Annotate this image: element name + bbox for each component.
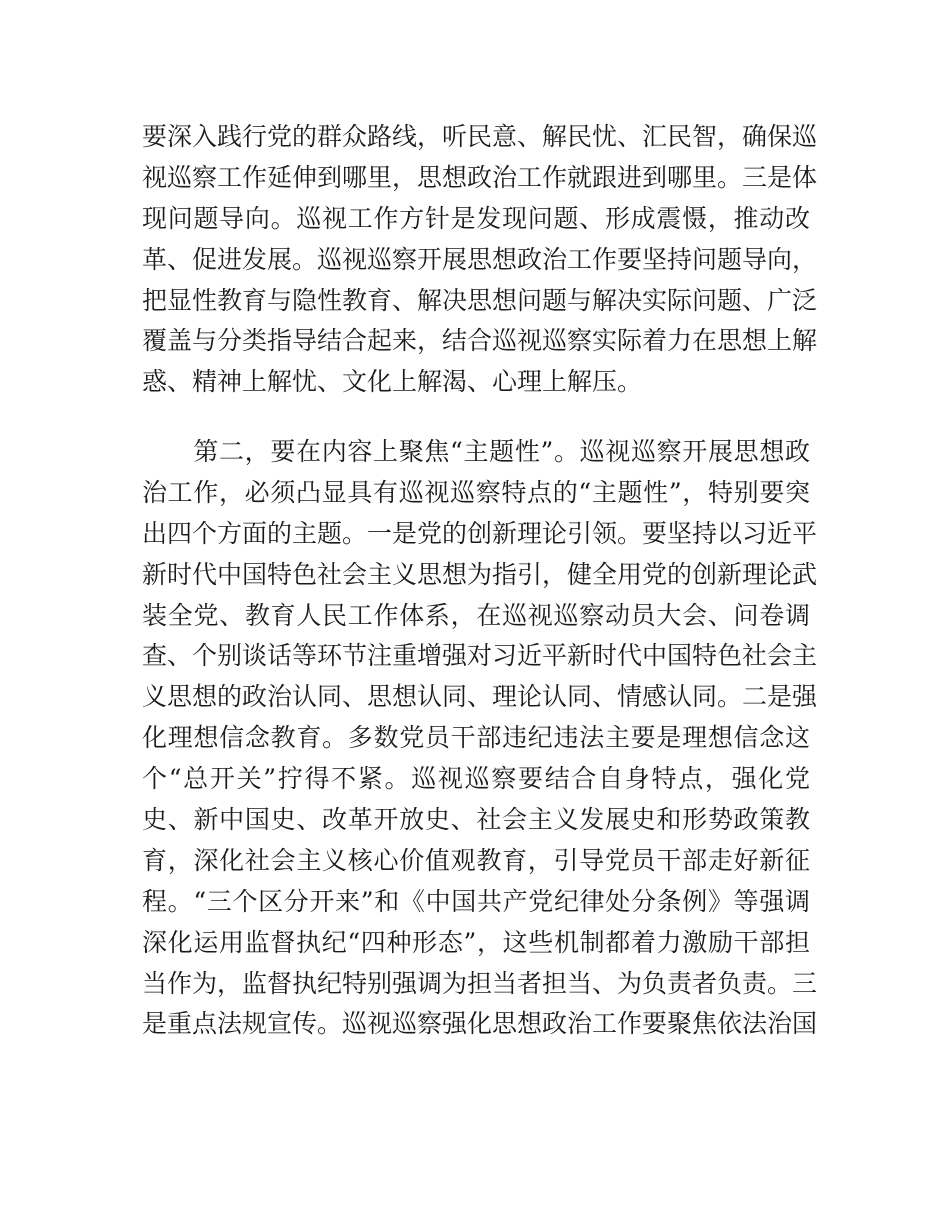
text-line: 程。“三个区分开来”和《中国共产党纪律处分条例》等强调 xyxy=(142,886,810,916)
text-line: 现问题导向。巡视工作方针是发现问题、形成震慑，推动改 xyxy=(142,203,810,233)
text-line: 深化运用监督执纪“四种形态”，这些机制都着力激励干部担 xyxy=(142,927,810,957)
text-line: 当作为，监督执纪特别强调为担当者担当、为负责者负责。三 xyxy=(142,968,818,998)
paragraph-1 xyxy=(142,117,818,403)
text-line: 装全党、教育人民工作体系，在巡视巡察动员大会、问卷调 xyxy=(142,600,810,630)
text-line: 惑、精神上解忧、文化上解渴、心理上解压。 xyxy=(142,367,643,397)
text-line: 出四个方面的主题。一是党的创新理论引领。要坚持以习近平 xyxy=(142,518,818,548)
text-line: 治工作，必须凸显具有巡视巡察特点的“主题性”，特别要突 xyxy=(142,477,810,507)
text-line: 义思想的政治认同、思想认同、理论认同、情感认同。二是强 xyxy=(142,682,818,712)
text-line: 是重点法规宣传。巡视巡察强化思想政治工作要聚焦依法治国 xyxy=(142,1009,818,1039)
paragraph-2 xyxy=(142,432,818,1045)
text-line: 化理想信念教育。多数党员干部违纪违法主要是理想信念这 xyxy=(142,723,810,753)
text-line: 第二，要在内容上聚焦“主题性”。巡视巡察开展思想政 xyxy=(142,437,810,466)
text-line: 史、新中国史、改革开放史、社会主义发展史和形势政策教 xyxy=(142,805,810,835)
text-line: 育，深化社会主义核心价值观教育，引导党员干部走好新征 xyxy=(142,845,810,875)
text-line: 把显性教育与隐性教育、解决思想问题与解决实际问题、广泛 xyxy=(142,285,818,315)
text-line: 覆盖与分类指导结合起来，结合巡视巡察实际着力在思想上解 xyxy=(142,326,818,356)
text-line: 查、个别谈话等环节注重增强对习近平新时代中国特色社会主 xyxy=(142,641,818,671)
text-line: 新时代中国特色社会主义思想为指引，健全用党的创新理论武 xyxy=(142,559,818,589)
text-line: 视巡察工作延伸到哪里，思想政治工作就跟进到哪里。三是体 xyxy=(142,162,818,192)
text-line: 要深入践行党的群众路线，听民意、解民忧、汇民智，确保巡 xyxy=(142,122,818,151)
text-line: 革、促进发展。巡视巡察开展思想政治工作要坚持问题导向， xyxy=(142,244,818,274)
text-line: 个“总开关”拧得不紧。巡视巡察要结合自身特点，强化党 xyxy=(142,764,810,794)
